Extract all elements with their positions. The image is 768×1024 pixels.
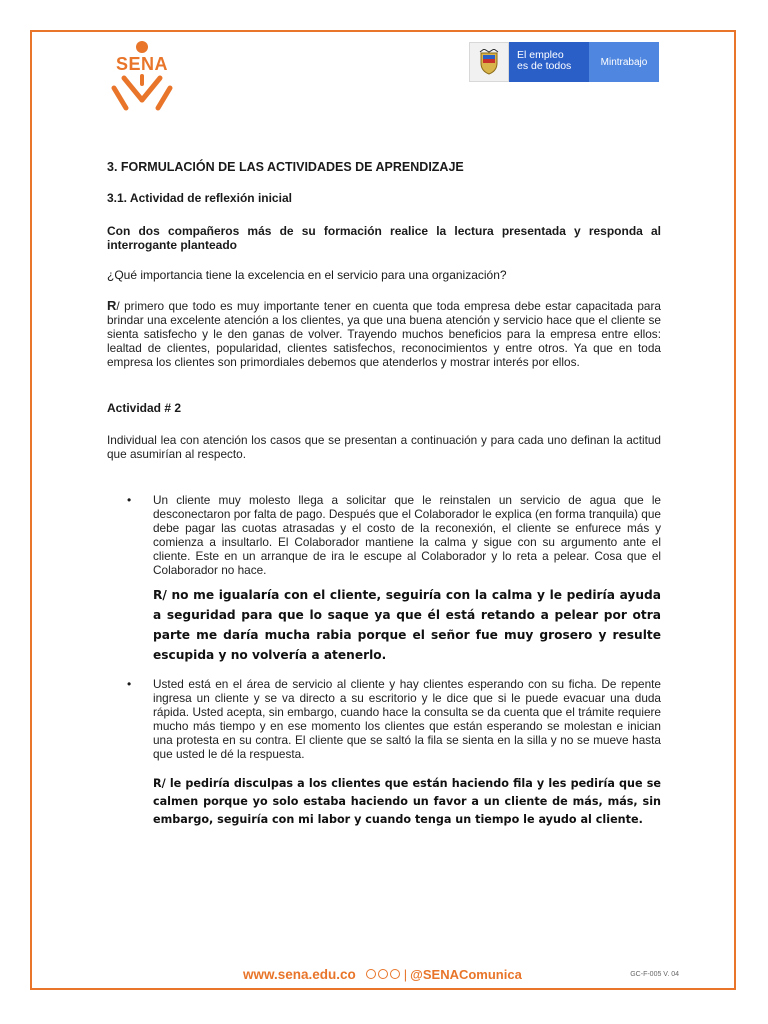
document-body <box>107 160 661 829</box>
case-description: Usted está en el área de servicio al cliente y hay clientes esperando con su ficha. De repente ingresa un cliente y se va directo a su escritorio y le dice que si le puede evacuar una duda rápida. Usted acepta, sin embargo, cuando hace la consulta se da cuenta que el trámite requiere mucho más tiempo y en ese momento los clientes que están esperando se molestan e inician una protesta en su contra. El cliente que se saltó la fila se sienta en la silla y no se mueve hasta que usted le dé la respuesta. <box>153 677 661 761</box>
case-answer-mark: R/ <box>153 777 166 790</box>
case-answer <box>153 585 661 665</box>
activity-2-instruction: Individual lea con atención los casos que se presentan a continuación y para cada uno definan la actitud que asumirían al respecto. <box>107 433 661 461</box>
cc-icon <box>366 969 376 979</box>
government-banner <box>469 42 659 82</box>
case-answer-text: le pediría disculpas a los clientes que están haciendo fila y les pediría que se calmen porque yo solo estaba haciendo un favor a un cliente de más, más, sin embargo, seguiría con mi labor y cuando tenga un tiempo le ayudo al cliente. <box>153 777 661 826</box>
reflection-answer-text: / primero que todo es muy importante tener en cuenta que toda empresa debe estar capacitada para brindar una excelente atención a los clientes, ya que una buena atención y servicio hace que el cliente se sienta satisfecho y le den ganas de volver. Trayendo muchos beneficios para la empresa entre ellos: lealtad de clientes, popularidad, clientes satisfechos, reconocimientos y entre otros. Ya que en toda empresa los clientes son primordiales debemos que atenderlos y mostrar interés por ellos. <box>107 299 661 369</box>
cc-nc-icon <box>390 969 400 979</box>
reflection-answer <box>107 299 661 369</box>
section-title: 3. FORMULACIÓN DE LAS ACTIVIDADES DE APRENDIZAJE <box>107 160 464 174</box>
footer-social-handle[interactable]: @SENAComunica <box>410 966 522 982</box>
case-answer-text: no me igualaría con el cliente, seguiría con la calma y le pediría ayuda a seguridad para que lo saque ya que él está retando a pelear por otra parte me daría mucha rabia porque el señor fue muy grosero y resulte escupida y no volvería a atenerlo. <box>153 588 661 662</box>
reflection-question: ¿Qué importancia tiene la excelencia en el servicio para una organización? <box>107 268 507 282</box>
sena-logo-figure-icon <box>104 40 180 112</box>
creative-commons-icon <box>366 969 400 979</box>
case-item <box>107 493 661 665</box>
reflection-instruction: Con dos compañeros más de su formación realice la lectura presentada y responda al interrogante planteado <box>107 224 661 252</box>
activity-2-title: Actividad # 2 <box>107 401 182 415</box>
cc-by-icon <box>378 969 388 979</box>
gov-slogan-line1: El empleo <box>517 49 564 61</box>
answer-mark: R <box>107 298 117 313</box>
footer-website-link[interactable]: www.sena.edu.co <box>243 966 356 982</box>
subsection-title: 3.1. Actividad de reflexión inicial <box>107 191 292 205</box>
case-answer-mark: R/ <box>153 588 167 602</box>
footer-separator: | <box>403 966 408 982</box>
ministry-label: Mintrabajo <box>589 42 659 82</box>
gov-slogan <box>509 42 589 82</box>
case-answer <box>153 775 661 829</box>
bullet-icon: • <box>127 493 132 507</box>
sena-logo-text: SENA <box>115 54 168 74</box>
sena-logo <box>104 40 180 112</box>
document-code: GC-F-005 V. 04 <box>630 970 679 978</box>
colombia-coat-of-arms-icon <box>469 42 509 82</box>
case-item <box>107 677 661 829</box>
page-footer <box>243 962 683 986</box>
gov-slogan-line2: es de todos <box>517 60 572 72</box>
case-list <box>107 493 661 829</box>
case-description: Un cliente muy molesto llega a solicitar que le reinstalen un servicio de agua que le desconectaron por falta de pago. Después que el Colaborador le explica (en forma tranquila) que debe pagar las cuotas atrasadas y el costo de la reconexión, el cliente se enfurece más y comienza a insultarlo. El Colaborador mantiene la calma y sigue con su argumento ante el cliente. Este en un arranque de ira le escupe al Colaborador y lo reta a pelear. Cosa que el Colaborador no hace. <box>153 493 661 577</box>
bullet-icon: • <box>127 677 132 691</box>
